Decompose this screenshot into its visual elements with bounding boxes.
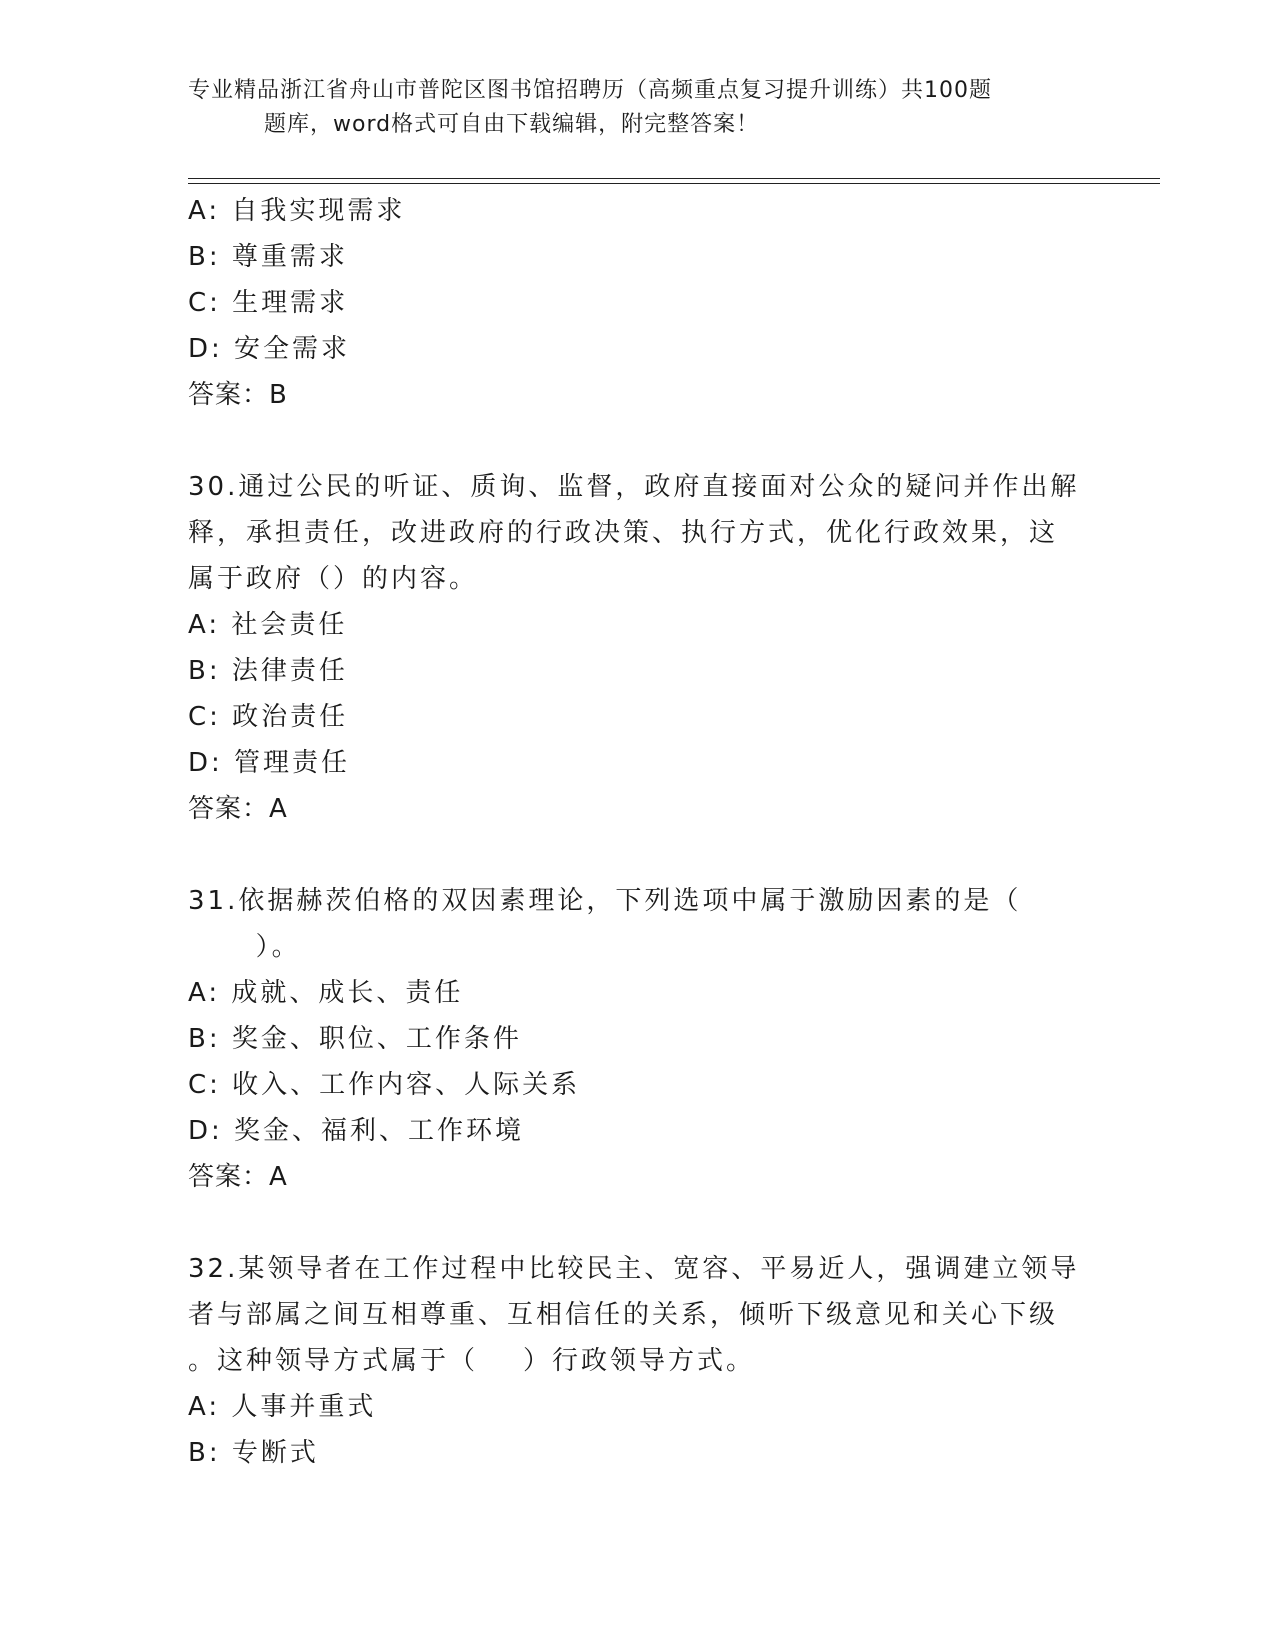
question-stem-line: 释，承担责任，改进政府的行政决策、执行方式，优化行政效果，这 bbox=[188, 518, 1059, 548]
question-stem-line: 。这种领导方式属于（ ）行政领导方式。 bbox=[188, 1346, 756, 1376]
option-b: B: 奖金、职位、工作条件 bbox=[188, 1024, 522, 1054]
header-title-line1: 专业精品浙江省舟山市普陀区图书馆招聘历（高频重点复习提升训练）共100题 bbox=[188, 78, 992, 103]
question-stem-line: 者与部属之间互相尊重、互相信任的关系，倾听下级意见和关心下级 bbox=[188, 1300, 1059, 1330]
answer-line: 答案：B bbox=[188, 380, 288, 410]
header-title-line2: 题库，word格式可自由下载编辑，附完整答案！ bbox=[264, 112, 760, 137]
option-a: A: 成就、成长、责任 bbox=[188, 978, 464, 1008]
question-29-continued bbox=[188, 188, 1088, 418]
question-31 bbox=[188, 878, 1088, 1200]
document-header bbox=[188, 74, 1068, 142]
option-d: D: 管理责任 bbox=[188, 748, 351, 778]
option-b: B: 专断式 bbox=[188, 1438, 319, 1468]
question-stem-line: 30.通过公民的听证、质询、监督，政府直接面对公众的疑问并作出解 bbox=[188, 472, 1080, 502]
option-a: A: 人事并重式 bbox=[188, 1392, 377, 1422]
question-spacer bbox=[188, 832, 1088, 878]
option-c: C: 政治责任 bbox=[188, 702, 349, 732]
question-list bbox=[188, 188, 1088, 1476]
option-a: A: 社会责任 bbox=[188, 610, 348, 640]
option-d: D: 奖金、福利、工作环境 bbox=[188, 1116, 525, 1146]
question-32 bbox=[188, 1246, 1088, 1476]
header-divider-top bbox=[188, 178, 1160, 179]
question-30 bbox=[188, 464, 1088, 832]
option-b: B: 法律责任 bbox=[188, 656, 348, 686]
question-spacer bbox=[188, 418, 1088, 464]
option-a: A: 自我实现需求 bbox=[188, 196, 406, 226]
header-divider-bottom bbox=[188, 183, 1160, 184]
option-c: C: 生理需求 bbox=[188, 288, 349, 318]
question-stem-line: 32.某领导者在工作过程中比较民主、宽容、平易近人，强调建立领导 bbox=[188, 1254, 1080, 1284]
question-stem-line: ）。 bbox=[188, 932, 301, 962]
option-d: D: 安全需求 bbox=[188, 334, 351, 364]
question-spacer bbox=[188, 1200, 1088, 1246]
option-c: C: 收入、工作内容、人际关系 bbox=[188, 1070, 581, 1100]
answer-line: 答案：A bbox=[188, 794, 288, 824]
question-stem-line: 属于政府（）的内容。 bbox=[188, 564, 479, 594]
option-b: B: 尊重需求 bbox=[188, 242, 348, 272]
answer-line: 答案：A bbox=[188, 1162, 288, 1192]
question-stem-line: 31.依据赫茨伯格的双因素理论，下列选项中属于激励因素的是（ bbox=[188, 886, 1022, 916]
